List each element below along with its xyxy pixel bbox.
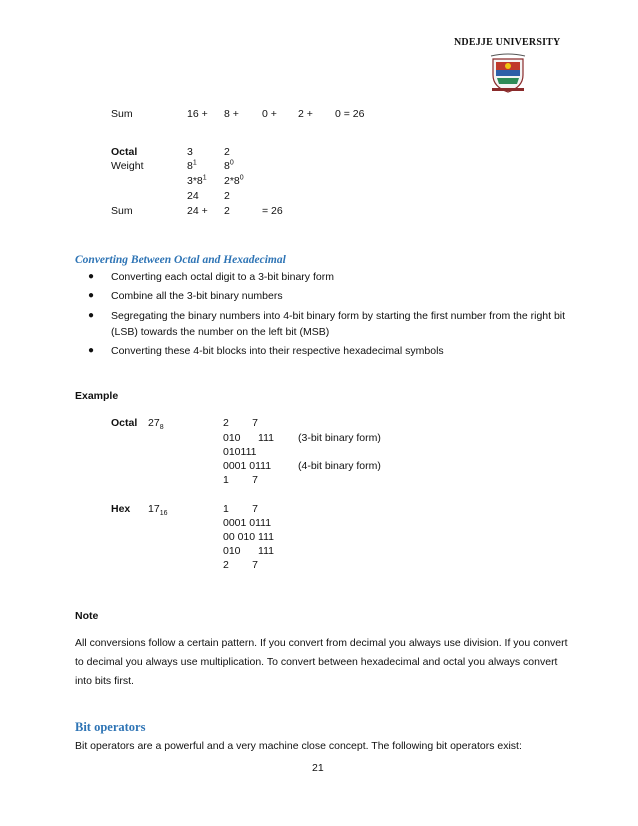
note-paragraph: All conversions follow a certain pattern. If you convert from decimal you always use division. If you convert to decimal you always use multiplication. To convert between hexadecimal and octal you always convert into bits first. xyxy=(75,637,568,687)
steps-list xyxy=(88,269,568,363)
value-cell: 24 xyxy=(187,190,199,202)
octal-binary-line: 0001 0111 xyxy=(223,460,272,472)
university-crest-icon xyxy=(489,53,527,93)
list-item: ● Converting these 4-bit blocks into their respective hexadecimal symbols xyxy=(88,345,444,358)
octal-digits-line: 2 7 xyxy=(223,417,259,429)
octal-binary-line: 010111 xyxy=(223,446,257,458)
list-item: ● Converting each octal digit to a 3-bit binary form xyxy=(88,271,334,283)
hex-binary-line: 00 010 111 xyxy=(223,531,274,543)
weight-cell: $8^0$ xyxy=(224,159,234,172)
octal-note: (3-bit binary form) xyxy=(298,432,381,444)
hex-digits-line: 1 7 xyxy=(223,503,259,515)
octal-result-line: 1 7 xyxy=(223,474,259,486)
sum-cell: 0 = 26 xyxy=(335,108,365,120)
octal-digit: 2 xyxy=(224,146,230,158)
octal-note: (4-bit binary form) xyxy=(298,460,381,472)
octal-label: Octal xyxy=(111,146,138,158)
weight-cell: $8^1$ xyxy=(187,159,197,172)
mult-cell: $2*8^0$ xyxy=(224,174,244,187)
sum-cell: 2 + xyxy=(298,108,313,120)
octal-digit: 3 xyxy=(187,146,193,158)
octal-number: $27_8$ xyxy=(148,417,164,432)
sum-label: Sum xyxy=(111,108,133,120)
hex-result-line: 2 7 xyxy=(223,559,259,571)
sum-cell: 16 + xyxy=(187,108,208,120)
octal-example-label: Octal xyxy=(111,417,138,429)
example-heading: Example xyxy=(75,390,119,402)
sum-cell: 8 + xyxy=(224,108,239,120)
university-name: NDEJJE UNIVERSITY xyxy=(454,37,561,48)
value-cell: 2 xyxy=(224,190,230,202)
section-heading: Converting Between Octal and Hexadecimal xyxy=(75,254,286,266)
list-item: ● Combine all the 3-bit binary numbers xyxy=(88,290,283,303)
sum2-cell: 24 + xyxy=(187,205,208,217)
note-heading: Note xyxy=(75,610,99,622)
list-item: ● Segregating the binary numbers into 4-bit binary form by starting the first number from the right bit (LSB) towards the number on the left bit (MSB) xyxy=(88,309,566,339)
sum-cell: 0 + xyxy=(262,108,277,120)
section-heading-bit-operators: Bit operators xyxy=(75,720,146,734)
hex-number: $17_{16}$ xyxy=(148,503,168,518)
sum2-cell: 2 xyxy=(224,205,230,217)
sum2-label: Sum xyxy=(111,205,133,217)
hex-example-label: Hex xyxy=(111,503,131,515)
hex-binary-line: 0001 0111 xyxy=(223,517,272,529)
octal-binary-line: 010 111 xyxy=(223,432,274,444)
weight-label: Weight xyxy=(111,160,144,172)
hex-binary-line: 010 111 xyxy=(223,545,274,557)
mult-cell: $3*8^1$ xyxy=(187,174,207,187)
sum2-cell: = 26 xyxy=(262,205,283,217)
bit-operators-paragraph: Bit operators are a powerful and a very machine close concept. The following bit operators exist: xyxy=(75,740,522,752)
page-number: 21 xyxy=(312,762,324,774)
